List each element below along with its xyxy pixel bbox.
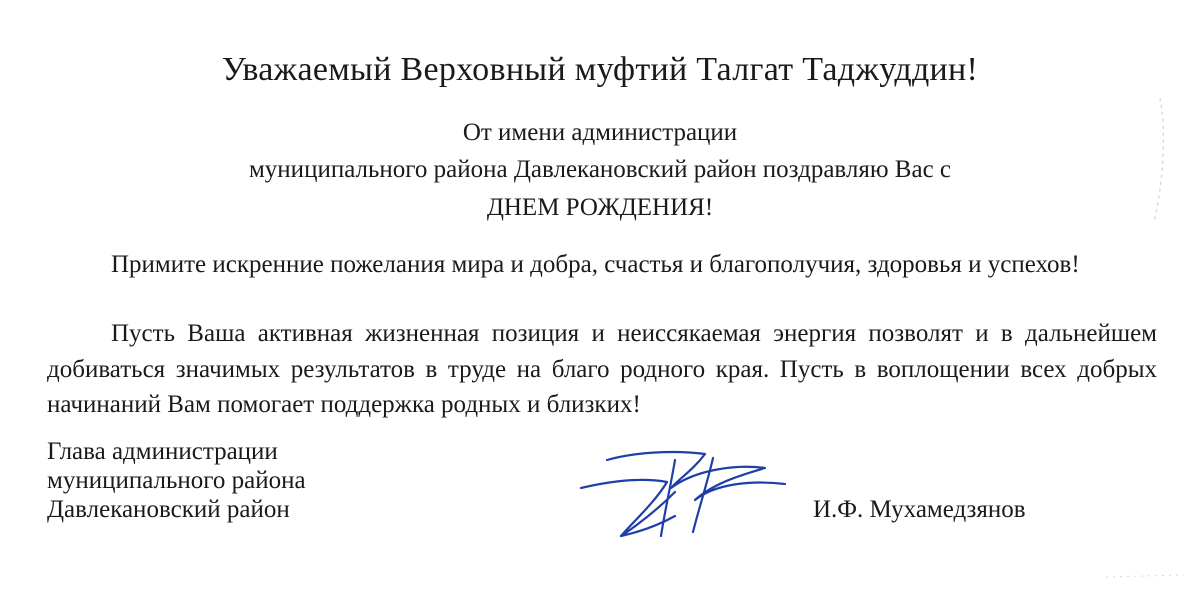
closing-paragraph: Пусть Ваша активная жизненная позиция и неиссякаемая энергия позволят и в дальнейшем добиваться значимых результатов в труде на благо родного края. Пусть в воплощении всех добрых начинаний Вам помогает поддержка родных и близких!: [47, 320, 1157, 418]
letter-greeting: Уважаемый Верховный муфтий Талгат Таджуддин!: [221, 51, 979, 88]
scan-edge-artifact: [1120, 90, 1180, 230]
signatory-title: [47, 437, 306, 524]
signatory-title-line-2: муниципального района: [47, 467, 306, 494]
intro-line-1: От имени администрации: [462, 119, 738, 146]
intro-line-2: муниципального района Давлекановский район поздравляю Вас с: [248, 156, 952, 183]
handwritten-signature: [575, 440, 805, 550]
signatory-name: И.Ф. Мухамедзянов: [813, 496, 1026, 523]
scan-corner-artifact: [1100, 565, 1190, 585]
wishes-paragraph: Примите искренние пожелания мира и добра, счастья и благополучия, здоровья и успехов!: [111, 251, 1080, 278]
birthday-heading: ДНЕМ РОЖДЕНИЯ!: [486, 194, 714, 221]
signatory-title-line-1: Глава администрации: [47, 438, 278, 465]
signatory-title-line-3: Давлекановский район: [47, 496, 290, 523]
